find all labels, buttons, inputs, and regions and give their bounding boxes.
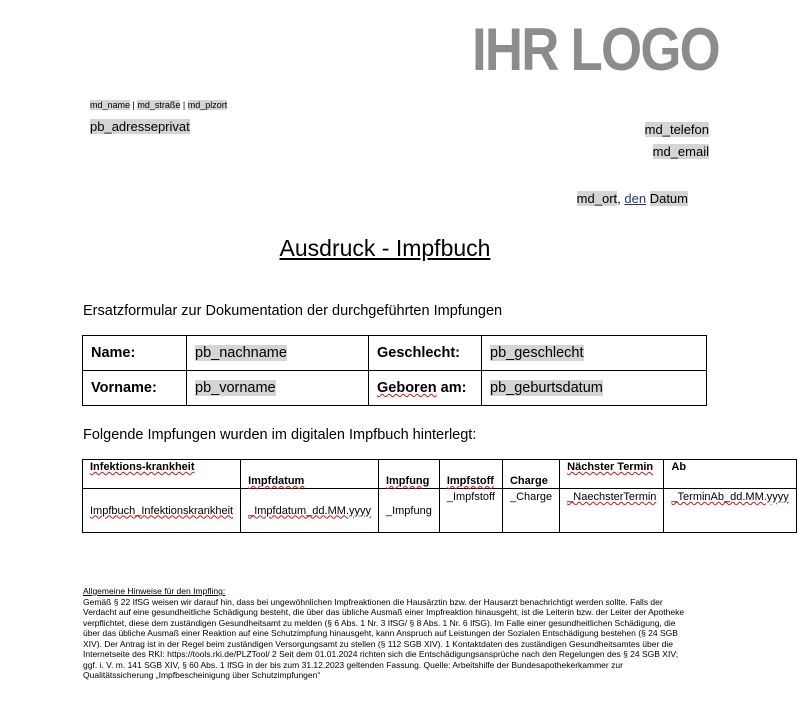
sender-line bbox=[90, 100, 227, 111]
phone-line bbox=[645, 121, 709, 138]
gender-cell bbox=[482, 336, 707, 371]
firstname-cell bbox=[187, 371, 369, 406]
company-logo: IHR LOGO bbox=[472, 16, 719, 83]
birthdate-label bbox=[369, 371, 482, 406]
cell-from: _TerminAb_dd.MM.yyyy bbox=[664, 489, 796, 533]
sender-name: md_name bbox=[90, 100, 131, 110]
cell-infection: Impfbuch_Infektionskrankheit bbox=[83, 489, 241, 533]
birthdate-cell bbox=[482, 371, 707, 406]
cell-next-date: _NaechsterTermin bbox=[560, 489, 664, 533]
email-field: md_email bbox=[652, 144, 709, 159]
notes-heading: Allgemeine Hinweise für den Impfling: bbox=[83, 586, 226, 596]
birthdate-label-word: Geboren bbox=[377, 380, 437, 396]
sender-street: md_straße bbox=[137, 100, 181, 110]
gender-label: Geschlecht: bbox=[369, 336, 482, 371]
recipient-address-field: pb_adresseprivat bbox=[90, 119, 190, 134]
phone-field: md_telefon bbox=[644, 122, 709, 137]
header-date: Impfdatum bbox=[241, 460, 379, 489]
general-notes bbox=[83, 586, 688, 681]
table-row bbox=[83, 371, 707, 406]
name-label: Name: bbox=[83, 336, 187, 371]
page-subtitle: Ersatzformular zur Dokumentation der durchgeführten Impfungen bbox=[83, 303, 503, 319]
name-cell bbox=[187, 336, 369, 371]
table-header-row bbox=[83, 460, 797, 489]
cell-date: _Impfdatum_dd.MM.yyyy bbox=[241, 489, 379, 533]
vaccinations-table bbox=[82, 459, 797, 533]
firstname-value: pb_vorname bbox=[195, 380, 276, 396]
table-row bbox=[83, 336, 707, 371]
firstname-label: Vorname: bbox=[83, 371, 187, 406]
name-value: pb_nachname bbox=[195, 345, 287, 361]
cell-vaccine: _Impfstoff bbox=[439, 489, 502, 533]
gender-value: pb_geschlecht bbox=[490, 345, 584, 361]
cell-batch: _Charge bbox=[502, 489, 559, 533]
cell-vaccination: _Impfung bbox=[378, 489, 439, 533]
sender-separator: | bbox=[130, 100, 138, 110]
sender-plzort: md_plzort bbox=[187, 100, 228, 110]
sender-separator: | bbox=[180, 100, 188, 110]
patient-info-table bbox=[82, 335, 707, 406]
date-den: den bbox=[624, 191, 647, 206]
header-next-date: Nächster Termin bbox=[560, 460, 664, 489]
header-batch: Charge bbox=[502, 460, 559, 489]
header-vaccine: Impfstoff bbox=[439, 460, 502, 489]
notes-text: Gemäß § 22 IfSG weisen wir darauf hin, dass bei ungewöhnlichen Impfreaktionen die Hausärztin bzw. der Hausarzt benachrichtigt werden sollte. Falls der Verdacht auf eine gesundheitliche Schädigung besteht, die über das übliche Ausmaß einer Impfreaktion hinausgeht, ist die Leiterin bzw. der Leiter der Apotheke verpflichtet, diese dem zuständigen Gesundheitsamt zu melden (§ 6 Abs. 1 Nr. 3 IfSG/ § 8 Abs. 1 Nr. 6 IfSG). Im Falle einer gesundheitlichen Schädigung, die über das übliche Ausmaß einer Reaktion auf eine Schutzimpfung hinausgeht, kann Anspruch auf Leistungen der Sozialen Entschädigung bestehen (§ 24 SGB XIV). Der Antrag ist in der Regel beim zuständigen Versorgungsamt zu stellen (§ 112 SGB XIV). 1 Kontaktdaten des zuständigen Gesundheitsamtes über die Internetseite des RKI: https://tools.rki.de/PLZTool/ 2 Seit dem 01.01.2024 richten sich die Entschädigungsansprüche nach den Regelungen des § 24 SGB XIV; ggf. i. V. m. 141 SGB XIV, § 60 Abs. 1 IfSG in der bis zum 31.12.2023 geltenden Fassung. Quelle: Arbeitshilfe der Bundesapothekerkammer zur Qualitätssicherung „Impfbescheinigung über Schutzimpfungen“ bbox=[83, 596, 685, 680]
place-field: md_ort bbox=[576, 191, 618, 206]
table-row bbox=[83, 489, 797, 533]
date-line bbox=[577, 190, 688, 207]
date-field: Datum bbox=[649, 191, 688, 206]
header-infection: Infektions-krankheit bbox=[83, 460, 241, 489]
header-vaccination: Impfung bbox=[378, 460, 439, 489]
vaccinations-heading: Folgende Impfungen wurden im digitalen Impfbuch hinterlegt: bbox=[83, 427, 477, 443]
date-comma: , bbox=[617, 191, 625, 206]
recipient-address bbox=[90, 118, 190, 135]
email-line bbox=[653, 143, 709, 160]
header-from: Ab bbox=[664, 460, 796, 489]
page-title: Ausdruck - Impfbuch bbox=[279, 235, 491, 261]
birthdate-label-rest: am: bbox=[436, 380, 467, 396]
birthdate-value: pb_geburtsdatum bbox=[490, 380, 603, 396]
